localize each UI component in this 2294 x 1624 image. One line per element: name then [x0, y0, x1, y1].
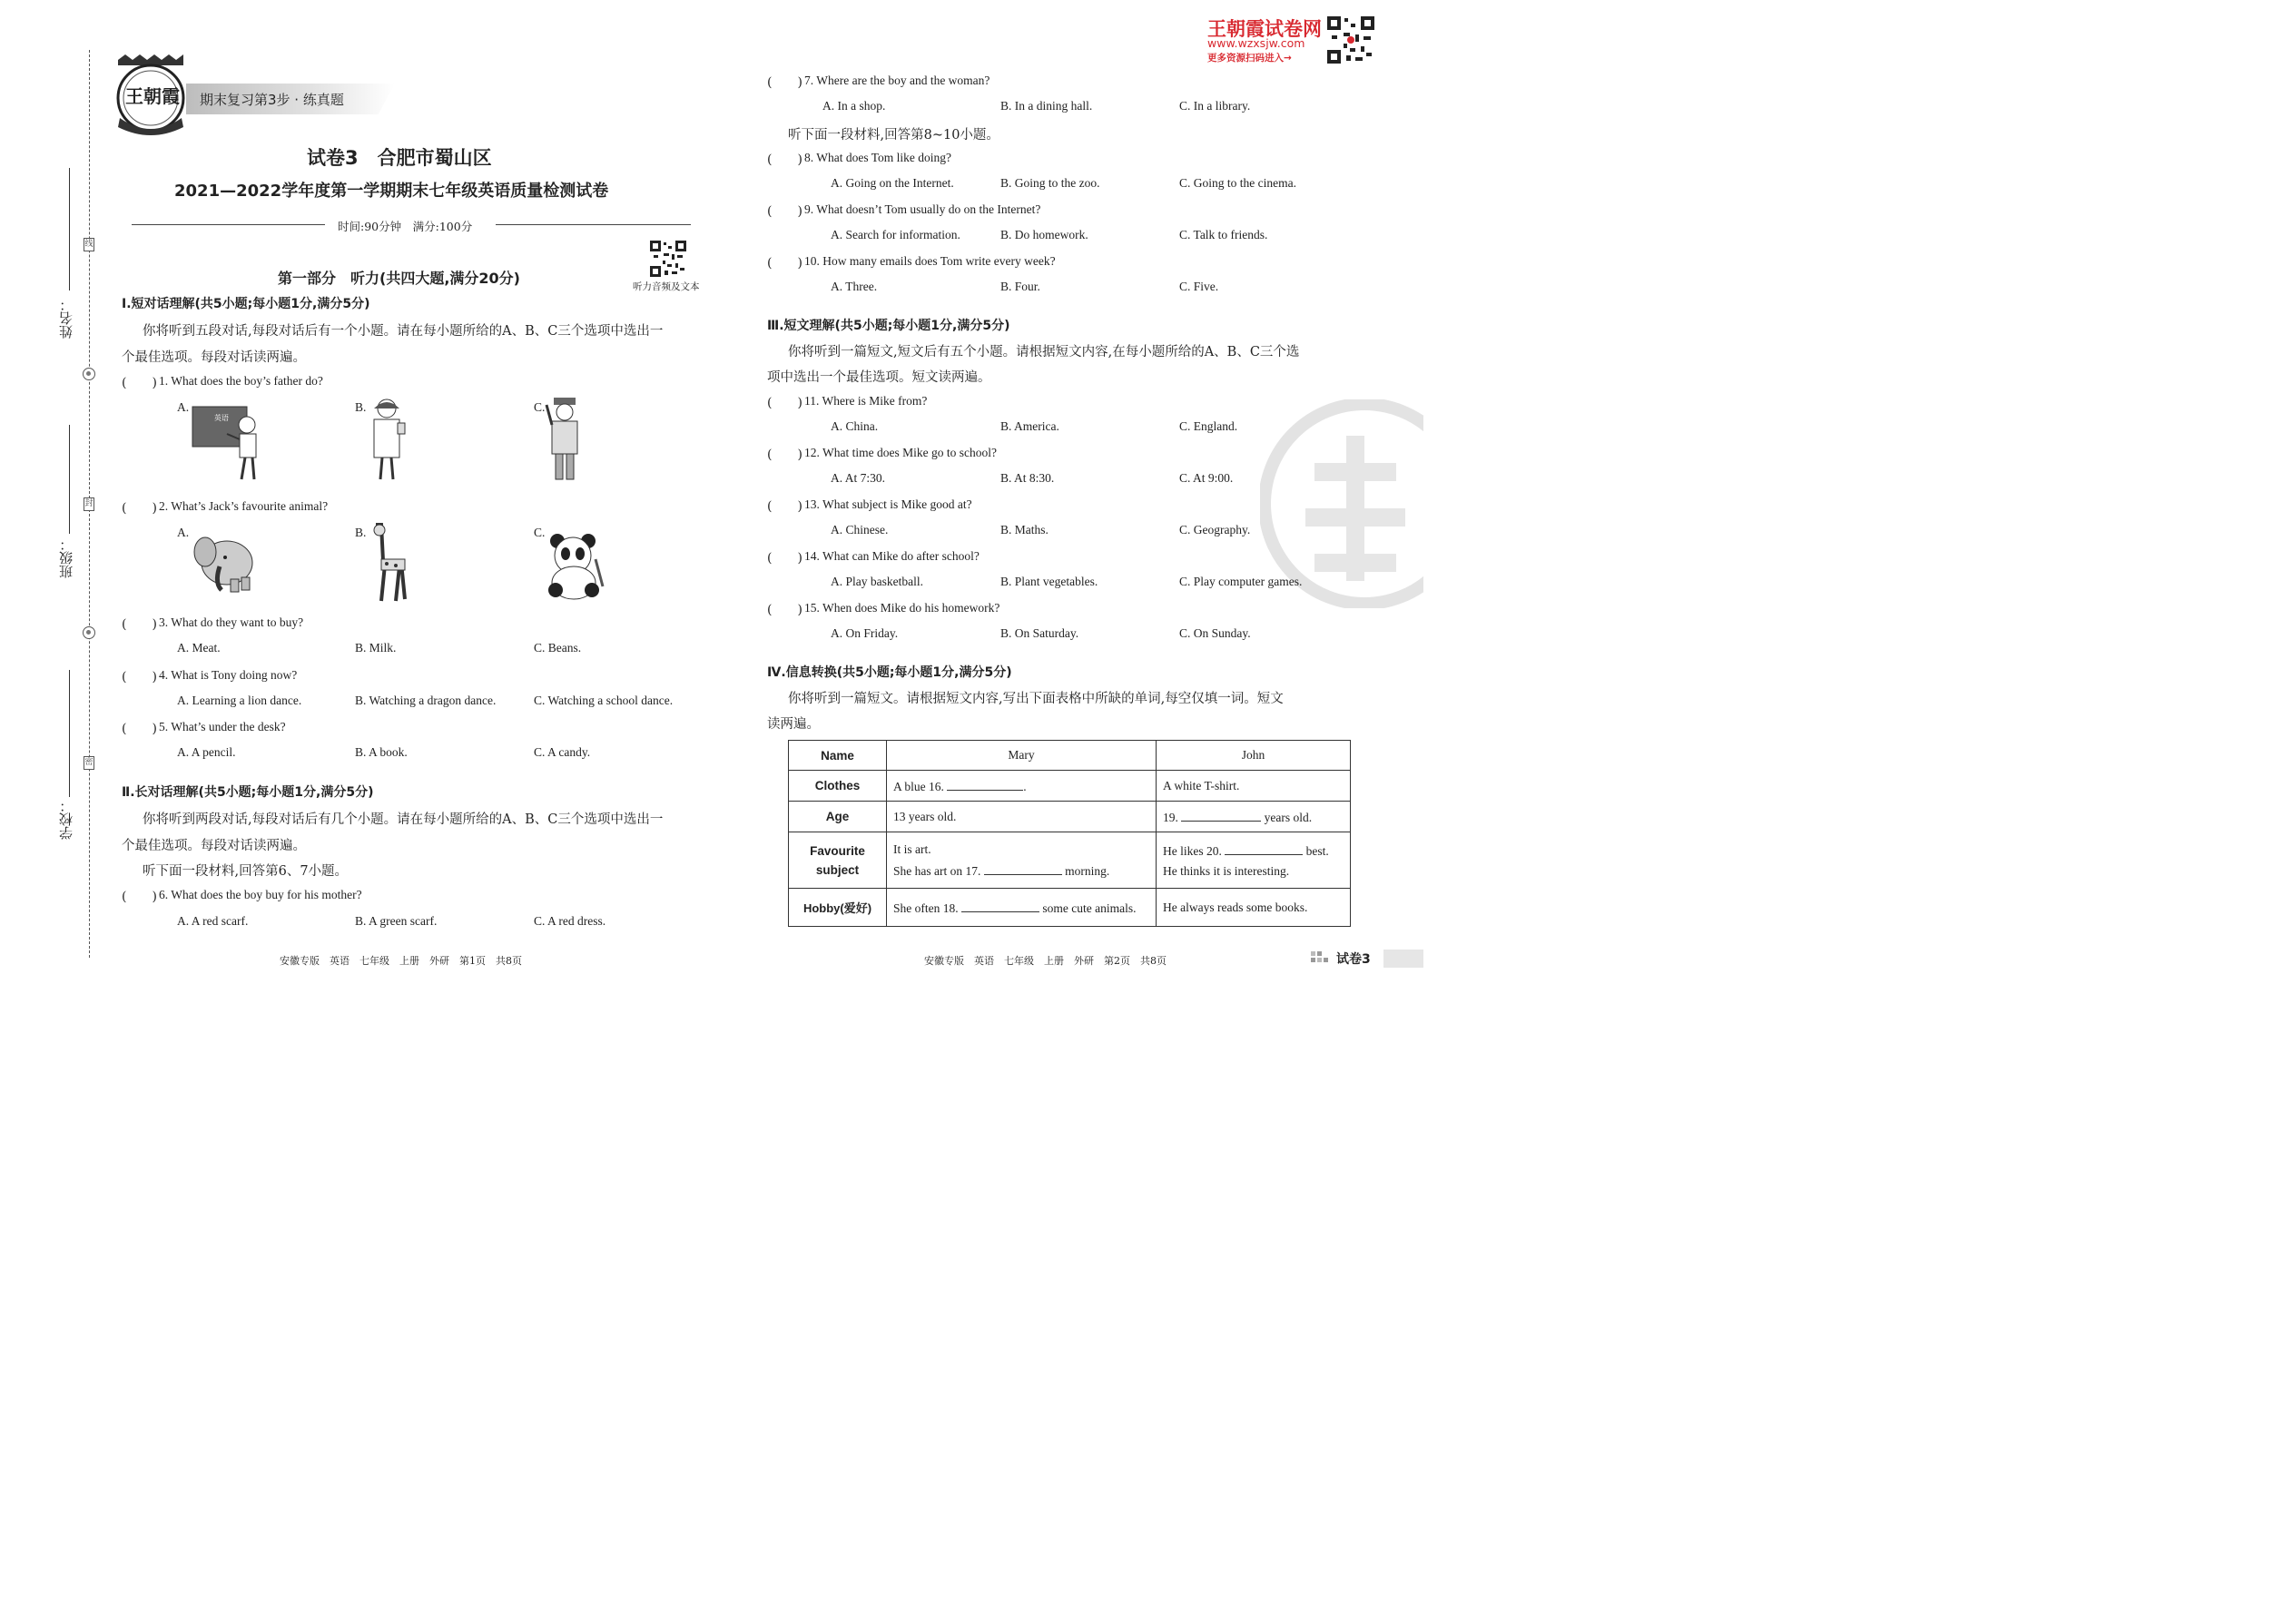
- policeman-picture-icon: [543, 396, 586, 483]
- answer-blank-16[interactable]: [947, 778, 1023, 791]
- cell-text: some cute animals.: [1039, 901, 1137, 915]
- answer-bracket[interactable]: ( ): [122, 501, 157, 516]
- part-title: 第一部分 听力(共四大题,满分20分): [278, 270, 520, 287]
- option-b: B. In a dining hall.: [1000, 99, 1093, 113]
- instructions: 个最佳选项。每段对话读两遍。: [122, 839, 306, 853]
- table-header: John: [1157, 741, 1351, 771]
- option-b: B. Going to the zoo.: [1000, 176, 1100, 190]
- cell-text: A blue 16.: [893, 779, 948, 793]
- option-a: A. A red scarf.: [177, 914, 249, 928]
- badge-tail: [1383, 950, 1423, 968]
- option-a: A. Meat.: [177, 641, 221, 655]
- option-c: C. Going to the cinema.: [1179, 176, 1296, 190]
- option-a: A. China.: [831, 419, 879, 433]
- option-b: B. A green scarf.: [355, 914, 438, 928]
- section-title: Ⅲ.短文理解(共5小题;每小题1分,满分5分): [767, 319, 1010, 333]
- table-header: Mary: [887, 741, 1157, 771]
- question-text: 15. When does Mike do his homework?: [804, 601, 1000, 615]
- class-field[interactable]: [69, 425, 70, 534]
- answer-bracket[interactable]: ( ): [767, 75, 802, 90]
- answer-blank-17[interactable]: [984, 862, 1062, 875]
- option-c: C. Play computer games.: [1179, 575, 1303, 588]
- doctor-picture-icon: [367, 396, 412, 483]
- instructions: 项中选出一个最佳选项。短文读两遍。: [767, 370, 991, 385]
- option-c: C. Watching a school dance.: [534, 694, 674, 707]
- option-c: C. In a library.: [1179, 99, 1251, 113]
- option-c: C. On Sunday.: [1179, 626, 1251, 640]
- row-label: Clothes: [789, 771, 887, 802]
- option-c: C. England.: [1179, 419, 1238, 433]
- blackboard-text: 英语: [214, 414, 229, 422]
- option-c: C. Geography.: [1179, 523, 1251, 536]
- cell-text: morning.: [1061, 863, 1110, 878]
- paper-badge: 试卷3: [1336, 952, 1371, 967]
- answer-bracket[interactable]: ( ): [122, 617, 157, 632]
- question-text: 12. What time does Mike go to school?: [804, 446, 997, 459]
- instructions: 你将听到一篇短文。请根据短文内容,写出下面表格中所缺的单词,每空仅填一词。短文: [788, 692, 1284, 706]
- instructions: 你将听到两段对话,每段对话后有几个小题。请在每小题所给的A、B、C三个选项中选出一: [143, 812, 664, 827]
- audio-qr-code-icon[interactable]: [650, 241, 686, 277]
- row-label: Hobby(爱好): [789, 889, 887, 927]
- option-c: C. A red dress.: [534, 914, 606, 928]
- option-c: C. Beans.: [534, 641, 582, 655]
- elephant-picture-icon: [192, 527, 258, 594]
- section-title: Ⅳ.信息转换(共5小题;每小题1分,满分5分): [767, 665, 1012, 680]
- cell-text: best.: [1303, 843, 1329, 858]
- site-url[interactable]: www.wzxsjw.com: [1207, 36, 1305, 50]
- table-cell: [887, 771, 1157, 802]
- name-field[interactable]: [69, 168, 70, 290]
- binding-hole-icon: [83, 626, 95, 639]
- cell-text: It is art.: [893, 842, 931, 856]
- option-b: B. Maths.: [1000, 523, 1049, 536]
- table-cell: 13 years old.: [887, 802, 1157, 832]
- option-b-label: B.: [355, 526, 367, 539]
- answer-bracket[interactable]: ( ): [767, 153, 802, 167]
- answer-bracket[interactable]: ( ): [122, 376, 157, 390]
- question-text: 1. What does the boy’s father do?: [159, 374, 323, 388]
- logo-text: 王朝霞: [125, 85, 180, 107]
- binding-hole-icon: [83, 368, 95, 380]
- question-text: 13. What subject is Mike good at?: [804, 497, 972, 511]
- school-field[interactable]: [69, 670, 70, 797]
- school-label: 学校：: [58, 799, 74, 840]
- answer-bracket[interactable]: ( ): [767, 603, 802, 617]
- answer-bracket[interactable]: ( ): [767, 396, 802, 410]
- table-cell: [887, 889, 1157, 927]
- cell-text: She often 18.: [893, 901, 961, 915]
- option-b: B. On Saturday.: [1000, 626, 1079, 640]
- option-a-label: A.: [177, 400, 190, 414]
- divider: [496, 224, 691, 225]
- name-label: 姓名：: [58, 298, 74, 339]
- instructions: 你将听到一篇短文,短文后有五个小题。请根据短文内容,在每小题所给的A、B、C三个选: [788, 345, 1300, 359]
- table-header: Name: [789, 741, 887, 771]
- seal-mark-feng: 封: [84, 497, 94, 511]
- option-c: C. Talk to friends.: [1179, 228, 1268, 241]
- option-a: A. In a shop.: [822, 99, 886, 113]
- cell-text: 19.: [1163, 810, 1182, 824]
- row-label-line: Favourite: [810, 843, 865, 858]
- row-label: [789, 832, 887, 889]
- option-a: A. Chinese.: [831, 523, 889, 536]
- option-a: A. On Friday.: [831, 626, 899, 640]
- option-b: B. At 8:30.: [1000, 471, 1055, 485]
- table-cell: A white T-shirt.: [1157, 771, 1351, 802]
- question-text: 8. What does Tom like doing?: [804, 151, 952, 164]
- option-c-label: C.: [534, 526, 546, 539]
- question-text: 9. What doesn’t Tom usually do on the Internet?: [804, 202, 1041, 216]
- cell-text: He likes 20.: [1163, 843, 1226, 858]
- option-c: C. At 9:00.: [1179, 471, 1234, 485]
- option-b: B. Four.: [1000, 280, 1040, 293]
- section-title: Ⅱ.长对话理解(共5小题;每小题1分,满分5分): [122, 785, 374, 800]
- question-text: 5. What’s under the desk?: [159, 720, 286, 733]
- cell-text: He thinks it is interesting.: [1163, 863, 1290, 878]
- table-cell: [887, 832, 1157, 889]
- seal-mark-mi: 密: [84, 756, 94, 770]
- instructions: 读两遍。: [767, 717, 820, 732]
- question-text: 14. What can Mike do after school?: [804, 549, 980, 563]
- site-name: 王朝霞试卷网: [1207, 18, 1322, 40]
- qr-caption: 听力音频及文本: [633, 281, 700, 292]
- dots-decoration-icon: [1311, 951, 1331, 966]
- option-c-label: C.: [534, 400, 546, 414]
- question-text: 3. What do they want to buy?: [159, 615, 304, 629]
- exam-title: 试卷3 合肥市蜀山区: [307, 147, 492, 169]
- instructions: 个最佳选项。每段对话读两遍。: [122, 350, 306, 365]
- answer-bracket[interactable]: ( ): [767, 551, 802, 566]
- answer-bracket[interactable]: ( ): [767, 499, 802, 514]
- sub-instructions: 听下面一段材料,回答第8~10小题。: [788, 128, 999, 143]
- table-cell: [1157, 802, 1351, 832]
- cell-text: She has art on 17.: [893, 863, 984, 878]
- table-cell: [1157, 832, 1351, 889]
- option-a: A. At 7:30.: [831, 471, 886, 485]
- question-text: 10. How many emails does Tom write every week?: [804, 254, 1056, 268]
- question-text: 4. What is Tony doing now?: [159, 668, 298, 682]
- answer-bracket[interactable]: ( ): [122, 722, 157, 736]
- question-text: 6. What does the boy buy for his mother?: [159, 888, 362, 901]
- answer-bracket[interactable]: ( ): [122, 890, 157, 904]
- answer-bracket[interactable]: ( ): [767, 448, 802, 462]
- option-b: B. Plant vegetables.: [1000, 575, 1098, 588]
- option-a-label: A.: [177, 526, 190, 539]
- option-b: B. Do homework.: [1000, 228, 1088, 241]
- divider: [132, 224, 325, 225]
- option-b: B. Milk.: [355, 641, 397, 655]
- section-title: Ⅰ.短对话理解(共5小题;每小题1分,满分5分): [122, 297, 370, 311]
- row-label-line: subject: [815, 862, 860, 877]
- cell-text: .: [1023, 779, 1027, 793]
- answer-blank-19[interactable]: [1181, 809, 1261, 822]
- answer-bracket[interactable]: ( ): [767, 256, 802, 271]
- banner-text: 期末复习第3步 · 练真题: [200, 92, 344, 108]
- option-b-label: B.: [355, 400, 367, 414]
- seal-mark-xian: 线: [84, 238, 94, 251]
- table-cell: He always reads some books.: [1157, 889, 1351, 927]
- option-a: A. Play basketball.: [831, 575, 923, 588]
- answer-bracket[interactable]: ( ): [767, 204, 802, 219]
- instructions: 你将听到五段对话,每段对话后有一个小题。请在每小题所给的A、B、C三个选项中选出一: [143, 324, 664, 339]
- answer-bracket[interactable]: ( ): [122, 670, 157, 684]
- teacher-picture-icon: [191, 401, 271, 485]
- row-label: Age: [789, 802, 887, 832]
- site-qr-code-icon[interactable]: [1327, 16, 1374, 64]
- option-b: B. A book.: [355, 745, 408, 759]
- site-hint: 更多资源扫码进入→: [1207, 53, 1292, 64]
- sub-instructions: 听下面一段材料,回答第6、7小题。: [143, 864, 349, 879]
- question-text: 7. Where are the boy and the woman?: [804, 74, 990, 87]
- question-text: 2. What’s Jack’s favourite animal?: [159, 499, 329, 513]
- class-label: 班级：: [58, 537, 74, 578]
- answer-blank-20[interactable]: [1225, 842, 1303, 855]
- option-c: C. A candy.: [534, 745, 591, 759]
- page-footer: 安徽专版 英语 七年级 上册 外研 第2页 共8页: [924, 955, 1167, 967]
- option-b: B. Watching a dragon dance.: [355, 694, 497, 707]
- option-a: A. Three.: [831, 280, 878, 293]
- option-c: C. Five.: [1179, 280, 1219, 293]
- option-a: A. A pencil.: [177, 745, 236, 759]
- time-info: 时间:90分钟 满分:100分: [338, 220, 473, 233]
- option-a: A. Learning a lion dance.: [177, 694, 302, 707]
- panda-picture-icon: [543, 532, 608, 601]
- answer-blank-18[interactable]: [961, 900, 1039, 912]
- info-table: [788, 740, 1351, 927]
- page-footer: 安徽专版 英语 七年级 上册 外研 第1页 共8页: [280, 955, 522, 967]
- option-a: A. Search for information.: [831, 228, 960, 241]
- cell-text: years old.: [1261, 810, 1313, 824]
- option-b: B. America.: [1000, 419, 1059, 433]
- exam-subtitle: 2021—2022学年度第一学期期末七年级英语质量检测试卷: [174, 182, 609, 201]
- giraffe-picture-icon: [369, 521, 412, 605]
- option-a: A. Going on the Internet.: [831, 176, 954, 190]
- question-text: 11. Where is Mike from?: [804, 394, 928, 408]
